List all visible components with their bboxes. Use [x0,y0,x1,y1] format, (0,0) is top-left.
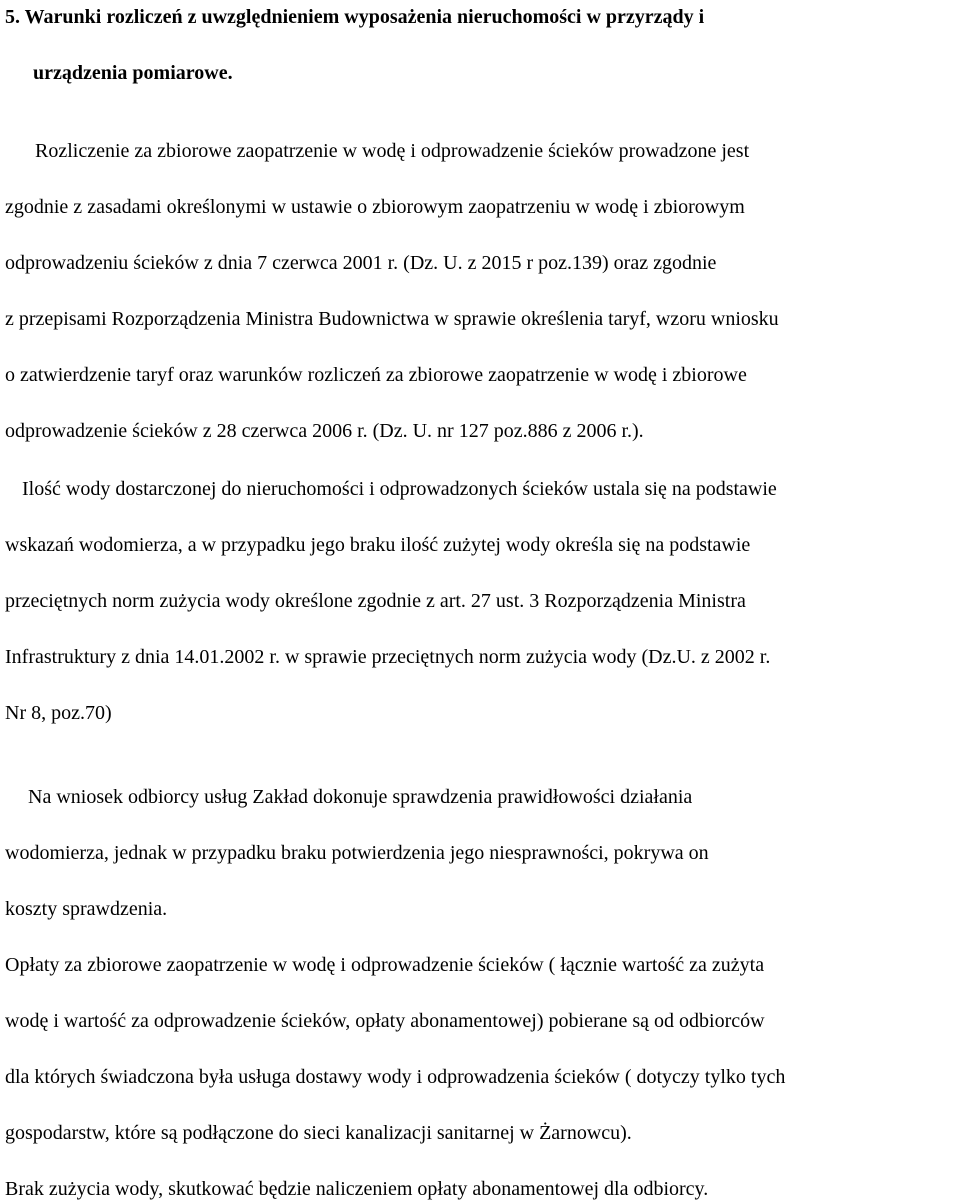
paragraph-line: Nr 8, poz.70) [5,702,112,724]
paragraph-line: zgodnie z zasadami określonymi w ustawie o zbiorowym zaopatrzeniu w wodę i zbiorowym [5,196,745,218]
paragraph-line: dla których świadczona była usługa dostawy wody i odprowadzenia ścieków ( dotyczy tylko tych [5,1066,786,1088]
paragraph-line: odprowadzeniu ścieków z dnia 7 czerwca 2001 r. (Dz. U. z 2015 r poz.139) oraz zgodnie [5,252,717,274]
paragraph-line: Ilość wody dostarczonej do nieruchomości i odprowadzonych ścieków ustala się na podstawie [22,478,777,500]
section-heading-line-2: urządzenia pomiarowe. [33,62,233,84]
paragraph-line: koszty sprawdzenia. [5,898,168,920]
paragraph-line: Infrastruktury z dnia 14.01.2002 r. w sprawie przeciętnych norm zużycia wody (Dz.U. z 2002 r. [5,646,771,668]
section-heading-line-1: 5. Warunki rozliczeń z uwzględnieniem wyposażenia nieruchomości w przyrządy i [5,6,705,28]
paragraph-line: gospodarstw, które są podłączone do sieci kanalizacji sanitarnej w Żarnowcu). [5,1122,632,1144]
paragraph-line: Na wniosek odbiorcy usług Zakład dokonuje sprawdzenia prawidłowości działania [28,786,693,808]
paragraph-line: Opłaty za zbiorowe zaopatrzenie w wodę i odprowadzenie ścieków ( łącznie wartość za zużyta [5,954,765,976]
paragraph-line: Rozliczenie za zbiorowe zaopatrzenie w wodę i odprowadzenie ścieków prowadzone jest [35,140,750,162]
paragraph-line: wodę i wartość za odprowadzenie ścieków, opłaty abonamentowej) pobierane są od odbiorców [5,1010,765,1032]
paragraph-line: o zatwierdzenie taryf oraz warunków rozliczeń za zbiorowe zaopatrzenie w wodę i zbiorowe [5,364,747,386]
paragraph-line: odprowadzenie ścieków z 28 czerwca 2006 r. (Dz. U. nr 127 poz.886 z 2006 r.). [5,420,644,442]
paragraph-line: przeciętnych norm zużycia wody określone zgodnie z art. 27 ust. 3 Rozporządzenia Ministra [5,590,746,612]
paragraph-line: wodomierza, jednak w przypadku braku potwierdzenia jego niesprawności, pokrywa on [5,842,709,864]
paragraph-line: wskazań wodomierza, a w przypadku jego braku ilość zużytej wody określa się na podstawie [5,534,751,556]
paragraph-line: z przepisami Rozporządzenia Ministra Budownictwa w sprawie określenia taryf, wzoru wniosku [5,308,779,330]
paragraph-line: Brak zużycia wody, skutkować będzie naliczeniem opłaty abonamentowej dla odbiorcy. [5,1178,709,1200]
